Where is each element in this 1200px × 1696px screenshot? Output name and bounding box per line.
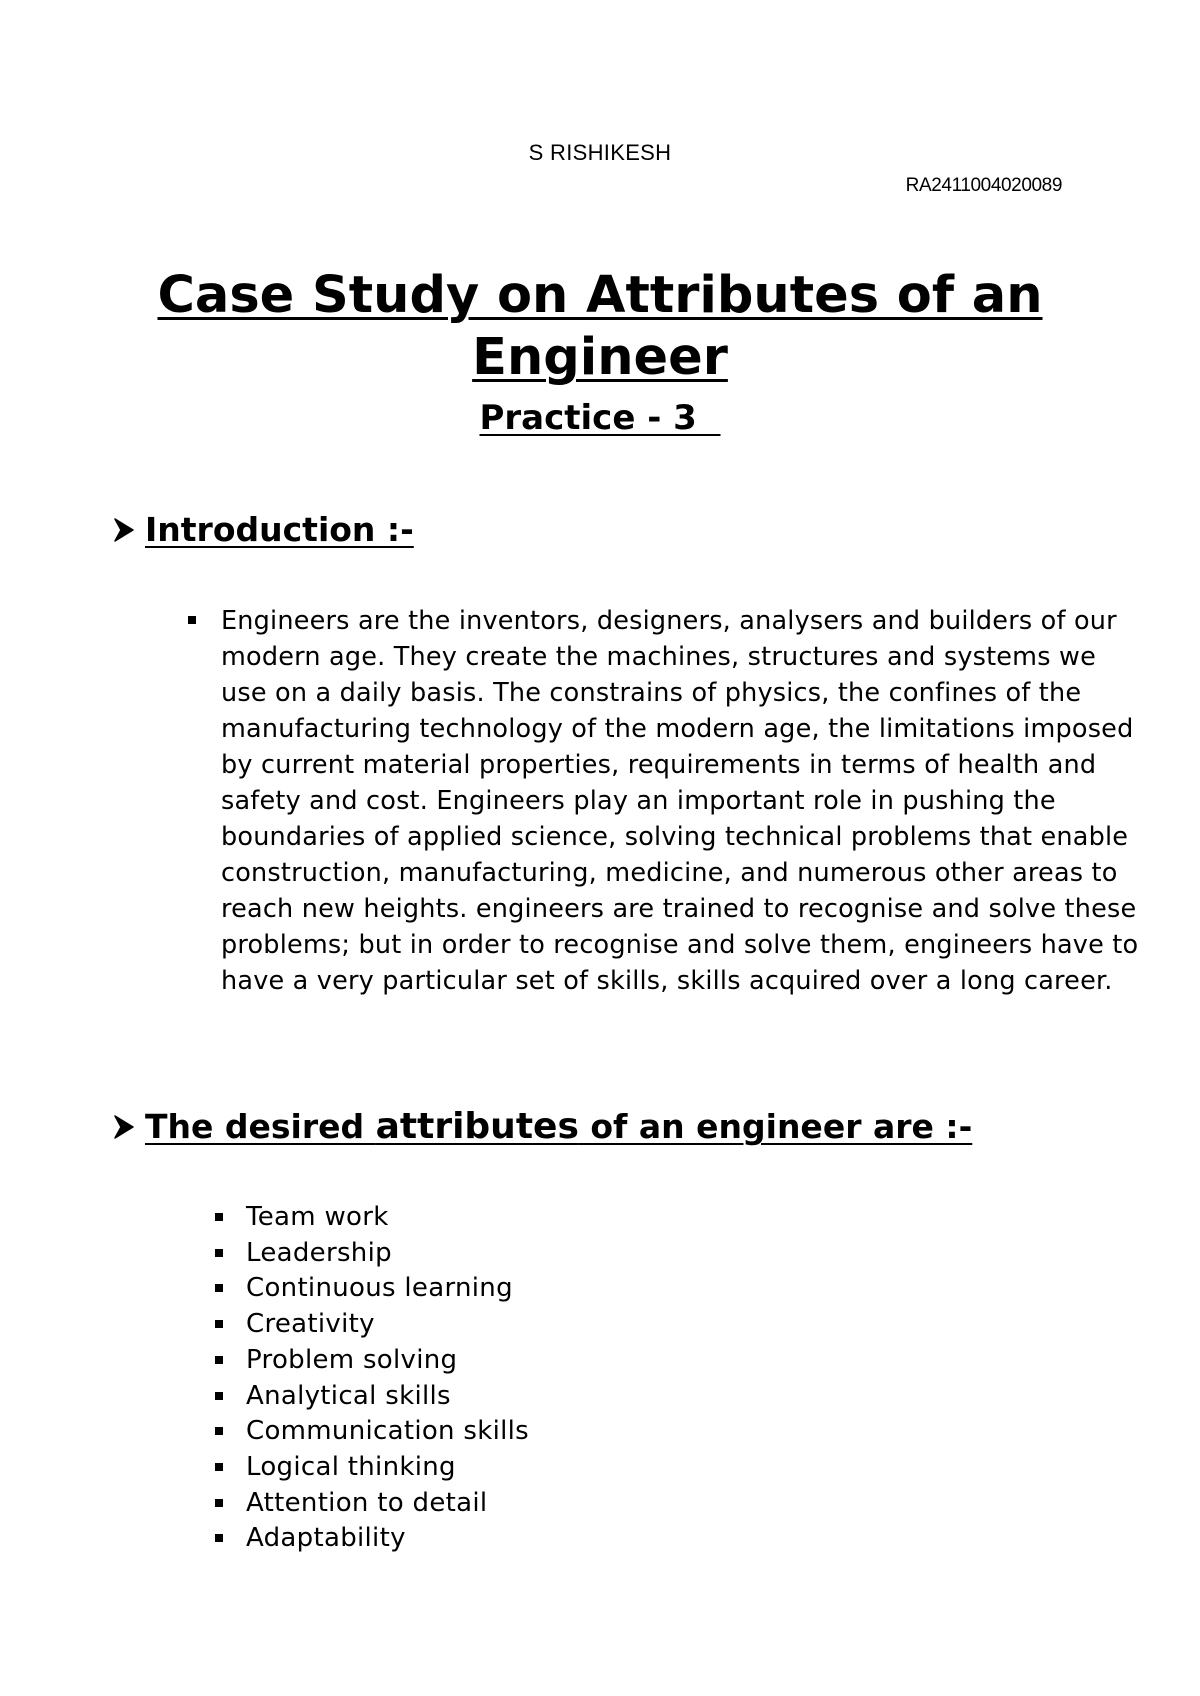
list-item: [212, 1200, 529, 1236]
arrowhead-bullet-icon: [113, 517, 135, 543]
list-item: [212, 1486, 529, 1522]
list-item: [212, 1521, 529, 1557]
attributes-heading: [113, 1106, 972, 1147]
square-bullet-icon: [215, 1213, 223, 1221]
subtitle-text: Practice - 3: [479, 398, 721, 438]
attributes-list: [212, 1200, 529, 1557]
square-bullet-icon: [215, 1249, 223, 1257]
list-item: [212, 1236, 529, 1272]
introduction-paragraph-text: Engineers are the inventors, designers, analysers and builders of our modern age. They create the machines, structures and systems we use on a daily basis. The constrains of physics, the confines of the manufacturing technology of the modern age, the limitations imposed by current material properties, requirements in terms of health and safety and cost. Engineers play an important role in pushing the boundaries of applied science, solving technical problems that enable construction, manufacturing, medicine, and numerous other areas to reach new heights. engineers are trained to recognise and solve these problems; but in order to recognise and solve them, engineers have to have a very particular set of skills, skills acquired over a long career.: [221, 606, 1139, 996]
square-bullet-icon: [215, 1320, 223, 1328]
document-title: Case Study on Attributes of an Engineer: [157, 266, 1043, 387]
introduction-heading-text: Introduction :-: [145, 510, 414, 549]
introduction-list: [185, 603, 1145, 999]
attribute-label: Continuous learning: [246, 1273, 513, 1304]
square-bullet-icon: [215, 1499, 223, 1507]
square-bullet-icon: [215, 1356, 223, 1364]
square-bullet-icon: [215, 1463, 223, 1471]
registration-number: RA2411004020089: [905, 175, 1062, 196]
attribute-label: Attention to detail: [246, 1487, 488, 1518]
square-bullet-icon: [215, 1284, 223, 1292]
attributes-heading-emphasis: attributes: [375, 1106, 579, 1147]
list-item: [212, 1379, 529, 1415]
document-subtitle: [0, 398, 1200, 438]
list-item: [212, 1271, 529, 1307]
author-name: S RISHIKESH: [528, 140, 672, 165]
list-item: [212, 1450, 529, 1486]
attribute-label: Problem solving: [246, 1344, 458, 1375]
attribute-label: Analytical skills: [246, 1380, 451, 1411]
square-bullet-icon: [188, 616, 196, 624]
attributes-heading-prefix: The desired: [145, 1107, 376, 1146]
square-bullet-icon: [215, 1392, 223, 1400]
attributes-heading-text: [145, 1106, 972, 1147]
introduction-heading: [113, 510, 414, 549]
list-item: [212, 1343, 529, 1379]
arrowhead-bullet-icon: [113, 1114, 135, 1140]
attribute-label: Logical thinking: [246, 1451, 456, 1482]
list-item: [212, 1414, 529, 1450]
list-item: [212, 1307, 529, 1343]
attribute-label: Leadership: [246, 1237, 392, 1268]
introduction-paragraph: [185, 603, 1145, 999]
square-bullet-icon: [215, 1427, 223, 1435]
attributes-heading-suffix: of an engineer are :-: [578, 1107, 973, 1146]
attribute-label: Creativity: [246, 1309, 375, 1340]
attribute-label: Team work: [246, 1202, 389, 1232]
attribute-label: Adaptability: [246, 1523, 406, 1554]
attribute-label: Communication skills: [246, 1416, 530, 1447]
square-bullet-icon: [215, 1534, 223, 1542]
